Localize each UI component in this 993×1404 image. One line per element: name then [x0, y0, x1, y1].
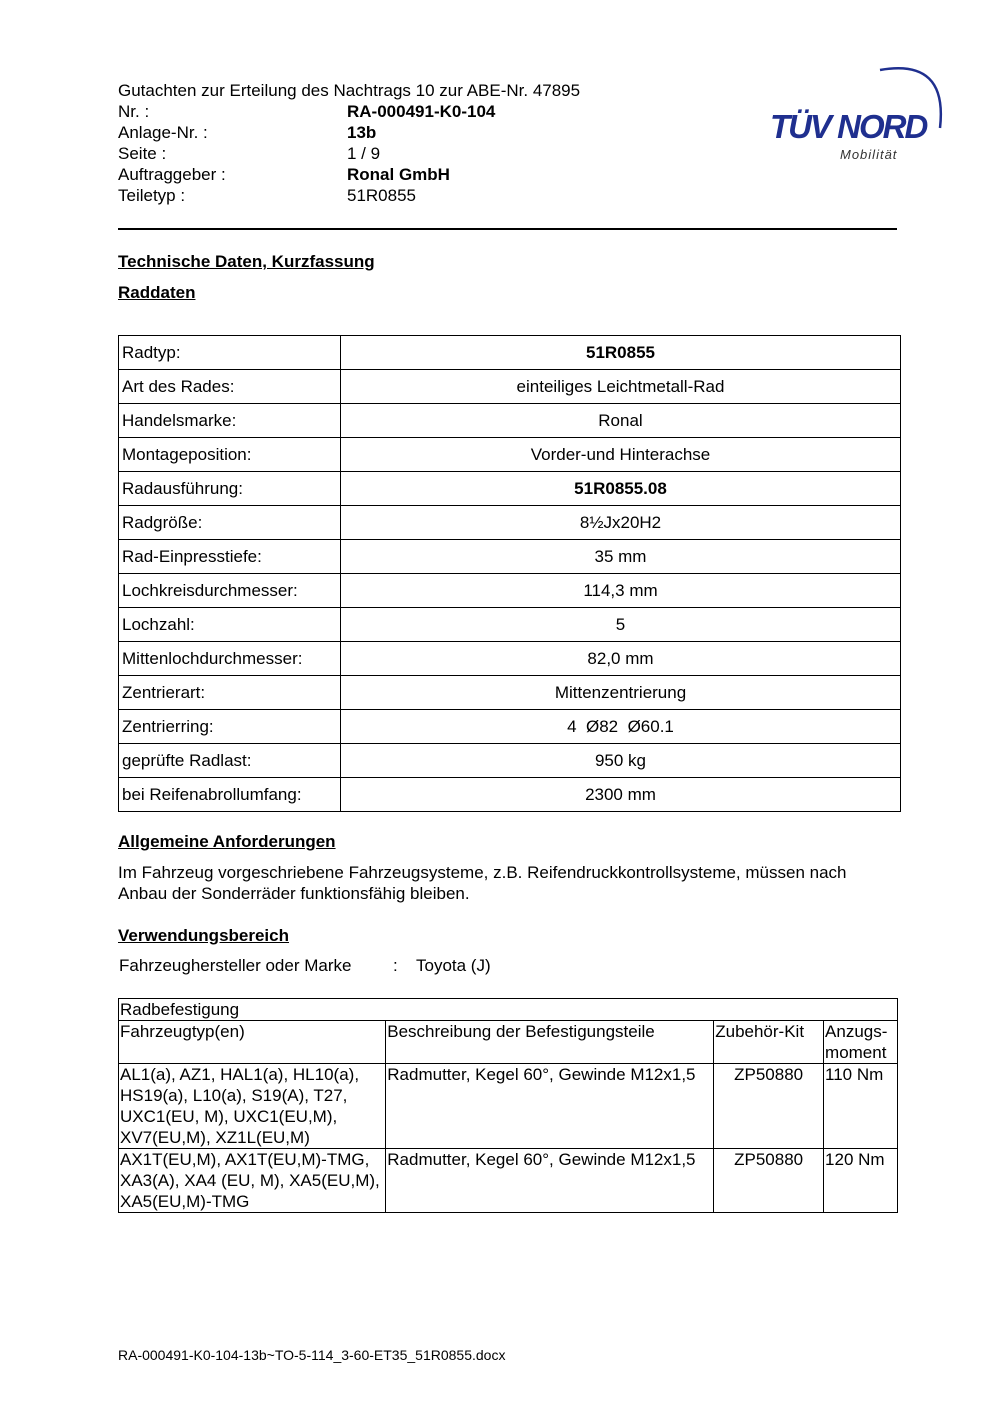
row-label: Art des Rades:	[119, 370, 341, 404]
col-header-types: Fahrzeugtyp(en)	[119, 1021, 386, 1064]
section-allgemein-title: Allgemeine Anforderungen	[118, 832, 336, 851]
row-value: 8½Jx20H2	[341, 506, 901, 540]
table-row	[119, 744, 901, 778]
verwendung-separator: :	[393, 956, 398, 975]
col-header-torque: Anzugs-moment	[824, 1021, 898, 1064]
cell-types: AX1T(EU,M), AX1T(EU,M)-TMG, XA3(A), XA4 (EU, M), XA5(EU,M), XA5(EU,M)-TMG	[119, 1149, 386, 1213]
cell-torque: 120 Nm	[824, 1149, 898, 1213]
header-value-nr: RA-000491-K0-104	[347, 102, 496, 121]
row-label: Rad-Einpresstiefe:	[119, 540, 341, 574]
tuv-nord-logo	[768, 58, 948, 168]
header-label-anlage: Anlage-Nr. :	[118, 123, 208, 142]
table-row	[119, 540, 901, 574]
verwendung-value: Toyota (J)	[416, 956, 491, 975]
header-value-seite: 1 / 9	[347, 144, 381, 163]
col-header-desc: Beschreibung der Befestigungsteile	[386, 1021, 714, 1064]
cell-kit: ZP50880	[714, 1064, 824, 1149]
row-value: 5	[341, 608, 901, 642]
row-value: 2300 mm	[341, 778, 901, 812]
header-value-auftraggeber: Ronal GmbH	[347, 165, 450, 184]
table-title: Radbefestigung	[119, 999, 898, 1021]
document-title: Gutachten zur Erteilung des Nachtrags 10 zur ABE-Nr. 47895	[118, 81, 581, 100]
table-row	[119, 336, 901, 370]
row-label: bei Reifenabrollumfang:	[119, 778, 341, 812]
table-row	[119, 404, 901, 438]
table-row	[119, 438, 901, 472]
col-header-kit: Zubehör-Kit	[714, 1021, 824, 1064]
header-label-nr: Nr. :	[118, 102, 150, 121]
table-row	[119, 676, 901, 710]
row-value: einteiliges Leichtmetall-Rad	[341, 370, 901, 404]
row-value: 35 mm	[341, 540, 901, 574]
wheel-data-table	[118, 335, 901, 812]
table-row	[119, 472, 901, 506]
row-label: Lochzahl:	[119, 608, 341, 642]
cell-desc: Radmutter, Kegel 60°, Gewinde M12x1,5	[386, 1064, 714, 1149]
table-row	[119, 506, 901, 540]
row-value: Ronal	[341, 404, 901, 438]
section-raddaten-title: Raddaten	[118, 283, 196, 302]
row-label: Radausführung:	[119, 472, 341, 506]
allgemein-paragraph: Im Fahrzeug vorgeschriebene Fahrzeugsysteme, z.B. Reifendruckkontrollsysteme, müssen nach Anbau der Sonderräder funktionsfähig bleiben.	[118, 863, 847, 903]
header-label-auftraggeber: Auftraggeber :	[118, 165, 226, 184]
row-label: geprüfte Radlast:	[119, 744, 341, 778]
table-row	[119, 1064, 898, 1149]
header-label-teiletyp: Teiletyp :	[118, 186, 186, 205]
mounting-table	[118, 998, 898, 1213]
table-row	[119, 1149, 898, 1213]
row-label: Montageposition:	[119, 438, 341, 472]
row-value: 51R0855	[341, 336, 901, 370]
table-title-row	[119, 999, 898, 1021]
table-row	[119, 608, 901, 642]
row-value: 82,0 mm	[341, 642, 901, 676]
logo-subtitle: Mobilität	[840, 147, 898, 162]
table-row	[119, 778, 901, 812]
row-value: 4 Ø82 Ø60.1	[341, 710, 901, 744]
cell-torque: 110 Nm	[824, 1064, 898, 1149]
table-header-row	[119, 1021, 898, 1064]
header-value-teiletyp: 51R0855	[347, 186, 417, 205]
row-label: Zentrierart:	[119, 676, 341, 710]
verwendung-label: Fahrzeughersteller oder Marke	[119, 956, 352, 975]
header-divider	[118, 228, 897, 230]
row-value: 114,3 mm	[341, 574, 901, 608]
row-label: Mittenlochdurchmesser:	[119, 642, 341, 676]
row-label: Radtyp:	[119, 336, 341, 370]
table-row	[119, 642, 901, 676]
header-value-anlage: 13b	[347, 123, 377, 142]
table-row	[119, 710, 901, 744]
cell-kit: ZP50880	[714, 1149, 824, 1213]
table-row	[119, 574, 901, 608]
row-value: Mittenzentrierung	[341, 676, 901, 710]
row-label: Zentrierring:	[119, 710, 341, 744]
section-verwendung-title: Verwendungsbereich	[118, 926, 289, 945]
table-row	[119, 370, 901, 404]
logo-brand: TÜV NORD	[770, 108, 927, 145]
footer-filename: RA-000491-K0-104-13b~TO-5-114_3-60-ET35_51R0855.docx	[118, 1347, 506, 1363]
row-value: 950 kg	[341, 744, 901, 778]
section-tech-title: Technische Daten, Kurzfassung	[118, 252, 375, 271]
row-value: Vorder-und Hinterachse	[341, 438, 901, 472]
row-label: Lochkreisdurchmesser:	[119, 574, 341, 608]
row-value: 51R0855.08	[341, 472, 901, 506]
row-label: Handelsmarke:	[119, 404, 341, 438]
row-label: Radgröße:	[119, 506, 341, 540]
cell-types: AL1(a), AZ1, HAL1(a), HL10(a), HS19(a), L10(a), S19(A), T27, UXC1(EU, M), UXC1(EU,M), XV7(EU,M), XZ1L(EU,M)	[119, 1064, 386, 1149]
cell-desc: Radmutter, Kegel 60°, Gewinde M12x1,5	[386, 1149, 714, 1213]
header-label-seite: Seite :	[118, 144, 167, 163]
